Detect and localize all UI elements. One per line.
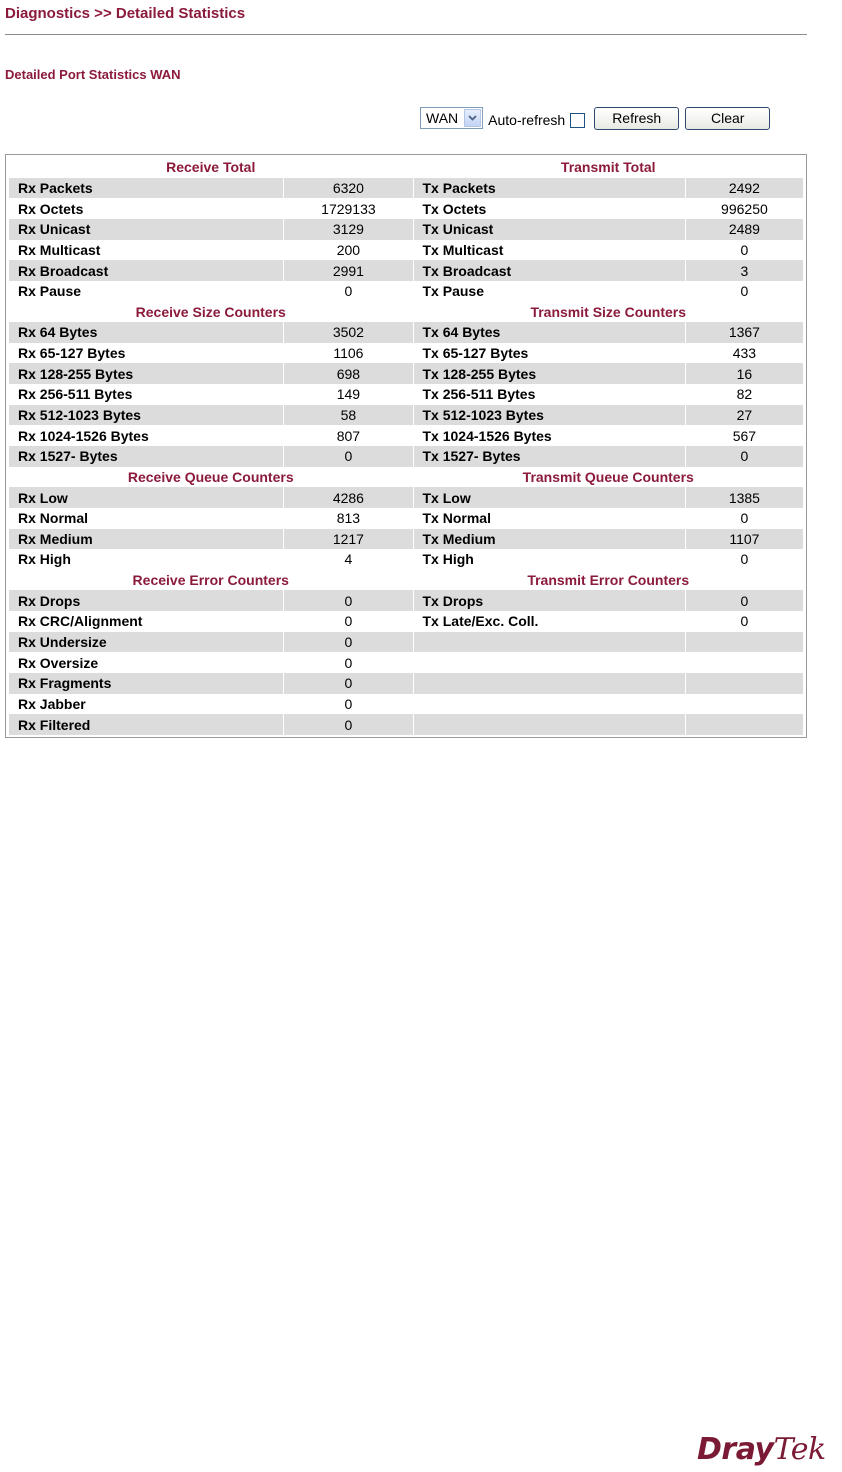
- rx-group-header: Receive Total: [166, 159, 256, 176]
- rx-value: 6320: [284, 178, 412, 199]
- stats-row: [9, 694, 803, 715]
- stats-row: [9, 198, 803, 219]
- rx-group-header: Receive Error Counters: [132, 572, 289, 589]
- rx-label: Rx Multicast: [18, 241, 101, 258]
- tx-label: Tx Normal: [422, 510, 491, 527]
- port-select[interactable]: [420, 107, 483, 129]
- tx-label: [414, 673, 685, 694]
- rx-label: Rx Broadcast: [9, 260, 283, 281]
- stats-row: [9, 260, 803, 281]
- rx-label: Rx Undersize: [9, 632, 283, 653]
- rx-value: 1217: [284, 529, 412, 550]
- refresh-button[interactable]: Refresh: [594, 107, 679, 130]
- rx-value: 0: [344, 613, 353, 630]
- tx-label: Tx Low: [414, 487, 685, 508]
- rx-value: 807: [336, 427, 361, 444]
- tx-label: [414, 714, 685, 735]
- rx-value: 0: [284, 446, 412, 467]
- tx-label: [414, 694, 685, 715]
- port-select-value: WAN: [426, 110, 459, 126]
- rx-label: Rx Low: [9, 487, 283, 508]
- stats-row: [9, 343, 803, 364]
- tx-value: 1107: [686, 529, 803, 550]
- tx-value: 0: [686, 446, 803, 467]
- rx-label: Rx Drops: [9, 590, 283, 611]
- tx-label: [414, 632, 685, 653]
- auto-refresh-checkbox[interactable]: [570, 113, 585, 128]
- rx-value: 0: [284, 590, 412, 611]
- stats-row: [9, 240, 803, 261]
- rx-label: Rx Jabber: [18, 695, 86, 712]
- rx-value: 200: [336, 241, 361, 258]
- tx-group-header: Transmit Size Counters: [530, 303, 687, 320]
- rx-value: 0: [284, 673, 412, 694]
- stats-row: [9, 652, 803, 673]
- stats-row: [9, 446, 803, 467]
- tx-label: Tx Octets: [422, 200, 487, 217]
- group-header-row: [9, 467, 803, 488]
- tx-value: 2492: [686, 178, 803, 199]
- tx-label: Tx 128-255 Bytes: [414, 363, 685, 384]
- rx-label: Rx Packets: [9, 178, 283, 199]
- tx-value: [686, 652, 803, 673]
- page-title: Diagnostics >> Detailed Statistics: [5, 5, 246, 22]
- rx-label: Rx Medium: [9, 529, 283, 550]
- tx-label: Tx High: [422, 551, 474, 568]
- tx-value: 433: [732, 345, 757, 362]
- stats-row: [9, 549, 803, 570]
- group-header-row: [9, 570, 803, 591]
- rx-label: Rx Normal: [18, 510, 89, 527]
- stats-row: [9, 384, 803, 405]
- tx-label: Tx Packets: [414, 178, 685, 199]
- clear-button[interactable]: Clear: [685, 107, 770, 130]
- rx-value: 4286: [284, 487, 412, 508]
- stats-row: [9, 508, 803, 529]
- tx-label: Tx Drops: [414, 590, 685, 611]
- rx-group-header: Receive Queue Counters: [127, 468, 294, 485]
- rx-value: 3129: [284, 219, 412, 240]
- stats-row: [9, 611, 803, 632]
- rx-label: Rx 1527- Bytes: [9, 446, 283, 467]
- rx-value: 3502: [284, 322, 412, 343]
- group-header-row: [9, 157, 803, 178]
- rx-label: Rx Oversize: [18, 654, 99, 671]
- tx-value: 1367: [686, 322, 803, 343]
- rx-value: 698: [284, 363, 412, 384]
- tx-value: 16: [686, 363, 803, 384]
- statistics-table: [5, 154, 807, 738]
- tx-value: 3: [686, 260, 803, 281]
- rx-label: Rx High: [18, 551, 71, 568]
- tx-value: 2489: [686, 219, 803, 240]
- rx-value: 0: [344, 695, 353, 712]
- tx-value: 996250: [721, 200, 768, 217]
- tx-value: 0: [740, 551, 749, 568]
- rx-label: Rx Unicast: [9, 219, 283, 240]
- rx-label: Rx 512-1023 Bytes: [9, 405, 283, 426]
- tx-group-header: Transmit Error Counters: [527, 572, 690, 589]
- stats-row: [9, 673, 803, 694]
- rx-label: Rx 1024-1526 Bytes: [18, 427, 149, 444]
- tx-value: 27: [686, 405, 803, 426]
- rx-value: 0: [284, 714, 412, 735]
- tx-label: Tx Medium: [414, 529, 685, 550]
- tx-value: 0: [686, 590, 803, 611]
- auto-refresh-label: Auto-refresh: [488, 112, 566, 128]
- tx-value: [686, 694, 803, 715]
- tx-label: Tx Late/Exc. Coll.: [422, 613, 539, 630]
- tx-value: 1385: [686, 487, 803, 508]
- rx-value: 0: [284, 632, 412, 653]
- stats-row: [9, 632, 803, 653]
- chevron-down-icon[interactable]: [464, 109, 481, 127]
- tx-label: Tx 65-127 Bytes: [422, 345, 529, 362]
- tx-label: Tx Pause: [422, 283, 484, 300]
- rx-label: Rx CRC/Alignment: [18, 613, 143, 630]
- draytek-logo: DrayTek: [697, 1432, 826, 1467]
- tx-value: [686, 673, 803, 694]
- tx-label: Tx 256-511 Bytes: [422, 386, 536, 403]
- rx-group-header: Receive Size Counters: [135, 303, 286, 320]
- tx-value: 567: [732, 427, 757, 444]
- stats-row: [9, 322, 803, 343]
- stats-row: [9, 714, 803, 735]
- toolbar: [420, 106, 770, 130]
- stats-row: [9, 281, 803, 302]
- group-header-row: [9, 301, 803, 322]
- stats-row: [9, 590, 803, 611]
- rx-value: 4: [344, 551, 353, 568]
- rx-label: Rx Fragments: [9, 673, 283, 694]
- rx-label: Rx 64 Bytes: [9, 322, 283, 343]
- tx-value: 0: [740, 613, 749, 630]
- rx-value: 0: [344, 283, 353, 300]
- stats-row: [9, 487, 803, 508]
- rx-label: Rx 65-127 Bytes: [18, 345, 126, 362]
- tx-label: Tx 64 Bytes: [414, 322, 685, 343]
- stats-row: [9, 363, 803, 384]
- rx-label: Rx 256-511 Bytes: [18, 386, 133, 403]
- tx-value: [686, 714, 803, 735]
- stats-row: [9, 529, 803, 550]
- rx-value: 58: [284, 405, 412, 426]
- section-title: Detailed Port Statistics WAN: [5, 67, 181, 82]
- rx-value: 2991: [284, 260, 412, 281]
- rx-value: 1729133: [321, 200, 376, 217]
- tx-label: Tx 1527- Bytes: [414, 446, 685, 467]
- rx-label: Rx Pause: [18, 283, 82, 300]
- tx-value: 0: [740, 510, 749, 527]
- tx-value: 0: [740, 283, 749, 300]
- tx-group-header: Transmit Queue Counters: [522, 468, 694, 485]
- rx-value: 0: [344, 654, 353, 671]
- title-divider: [5, 34, 807, 35]
- tx-label: Tx 1024-1526 Bytes: [422, 427, 552, 444]
- tx-label: Tx 512-1023 Bytes: [414, 405, 685, 426]
- stats-row: [9, 405, 803, 426]
- rx-label: Rx Octets: [18, 200, 84, 217]
- stats-row: [9, 178, 803, 199]
- rx-value: 1106: [333, 345, 364, 362]
- rx-label: Rx Filtered: [9, 714, 283, 735]
- tx-value: 0: [740, 241, 749, 258]
- stats-row: [9, 425, 803, 446]
- rx-label: Rx 128-255 Bytes: [9, 363, 283, 384]
- tx-label: Tx Multicast: [422, 241, 504, 258]
- tx-label: Tx Unicast: [414, 219, 685, 240]
- stats-row: [9, 219, 803, 240]
- tx-label: [414, 652, 685, 673]
- tx-label: Tx Broadcast: [414, 260, 685, 281]
- tx-value: 82: [736, 386, 753, 403]
- tx-group-header: Transmit Total: [560, 159, 656, 176]
- tx-value: [686, 632, 803, 653]
- rx-value: 813: [336, 510, 361, 527]
- rx-value: 149: [336, 386, 361, 403]
